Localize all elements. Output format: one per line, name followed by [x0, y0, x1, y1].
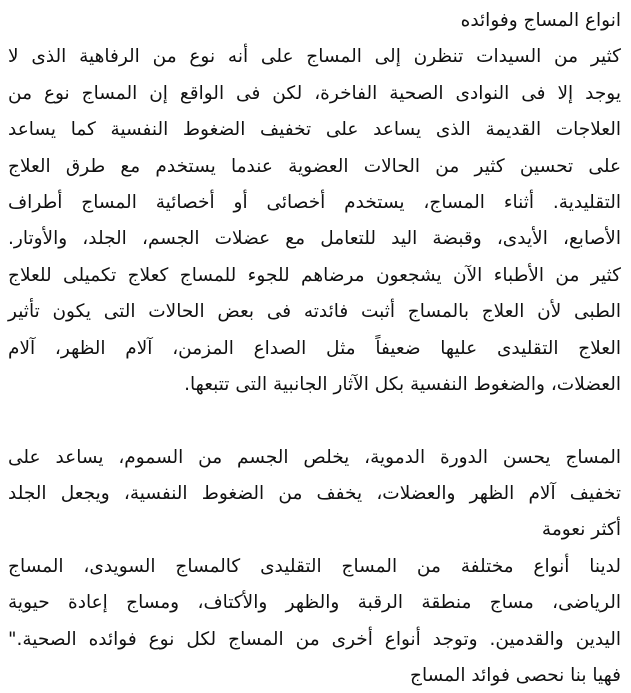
text-line: اليدين والقدمين. وتوجد أنواع أخرى من المساج لكل نوع فوائده الصحية." [8, 628, 621, 650]
text-line: العضلات، والضغوط النفسية بكل الآثار الجانبية التى تتبعها. [184, 373, 621, 395]
text-line: التقليدية. أثناء المساج، يستخدم أخصائى أو أخصائية المساج أطراف [8, 191, 621, 213]
text-line: المساج يحسن الدورة الدموية، يخلص الجسم من السموم، يساعد على [8, 446, 621, 468]
text-line: العلاجات القديمة الذى يساعد على تخفيف الضغوط النفسية كما يساعد [8, 119, 621, 141]
types-paragraph [8, 549, 621, 693]
text-line: الأصابع، الأيدى، وقبضة اليد للتعامل مع عضلات الجسم، الجلد، والأوتار. [8, 228, 621, 250]
text-line: أكثر نعومة [541, 519, 621, 541]
text-line: تخفيف آلام الظهر والعضلات، يخفف من الضغوط النفسية، ويجعل الجلد [8, 483, 621, 505]
text-line: كثير من الأطباء الآن يشجعون مرضاهم للجوء للمساج كعلاج تكميلى للعلاج [8, 264, 621, 286]
text-line: لدينا أنواع مختلفة من المساج التقليدى كالمساج السويدى، المساج [8, 555, 621, 577]
text-line: الرياضى، مساج منطقة الرقبة والظهر والأكتاف، ومساج إعادة حيوية [8, 592, 621, 614]
text-line: يوجد إلا فى النوادى الصحية الفاخرة، لكن فى الواقع إن المساج نوع من [8, 82, 621, 104]
benefits-paragraph [8, 440, 621, 549]
text-line: على تحسين كثير من الحالات العضوية عندما يستخدم مع طرق العلاج [8, 155, 621, 177]
text-line: كثير من السيدات تنظرن إلى المساج على أنه نوع من الرفاهية الذى لا [8, 46, 621, 68]
article-title: انواع المساج وفوائده [460, 10, 621, 31]
text-line: فهيا بنا نحصى فوائد المساج [410, 665, 621, 687]
text-line: العلاج التقليدى عليها ضعيفاً مثل الصداع المزمن، آلام الظهر، آلام [8, 337, 621, 359]
paragraph-spacer [8, 403, 621, 439]
text-line: الطبى لأن العلاج بالمساج أثبت فائدته فى بعض الحالات التى يكون تأثير [8, 301, 621, 323]
intro-paragraph [8, 39, 621, 403]
